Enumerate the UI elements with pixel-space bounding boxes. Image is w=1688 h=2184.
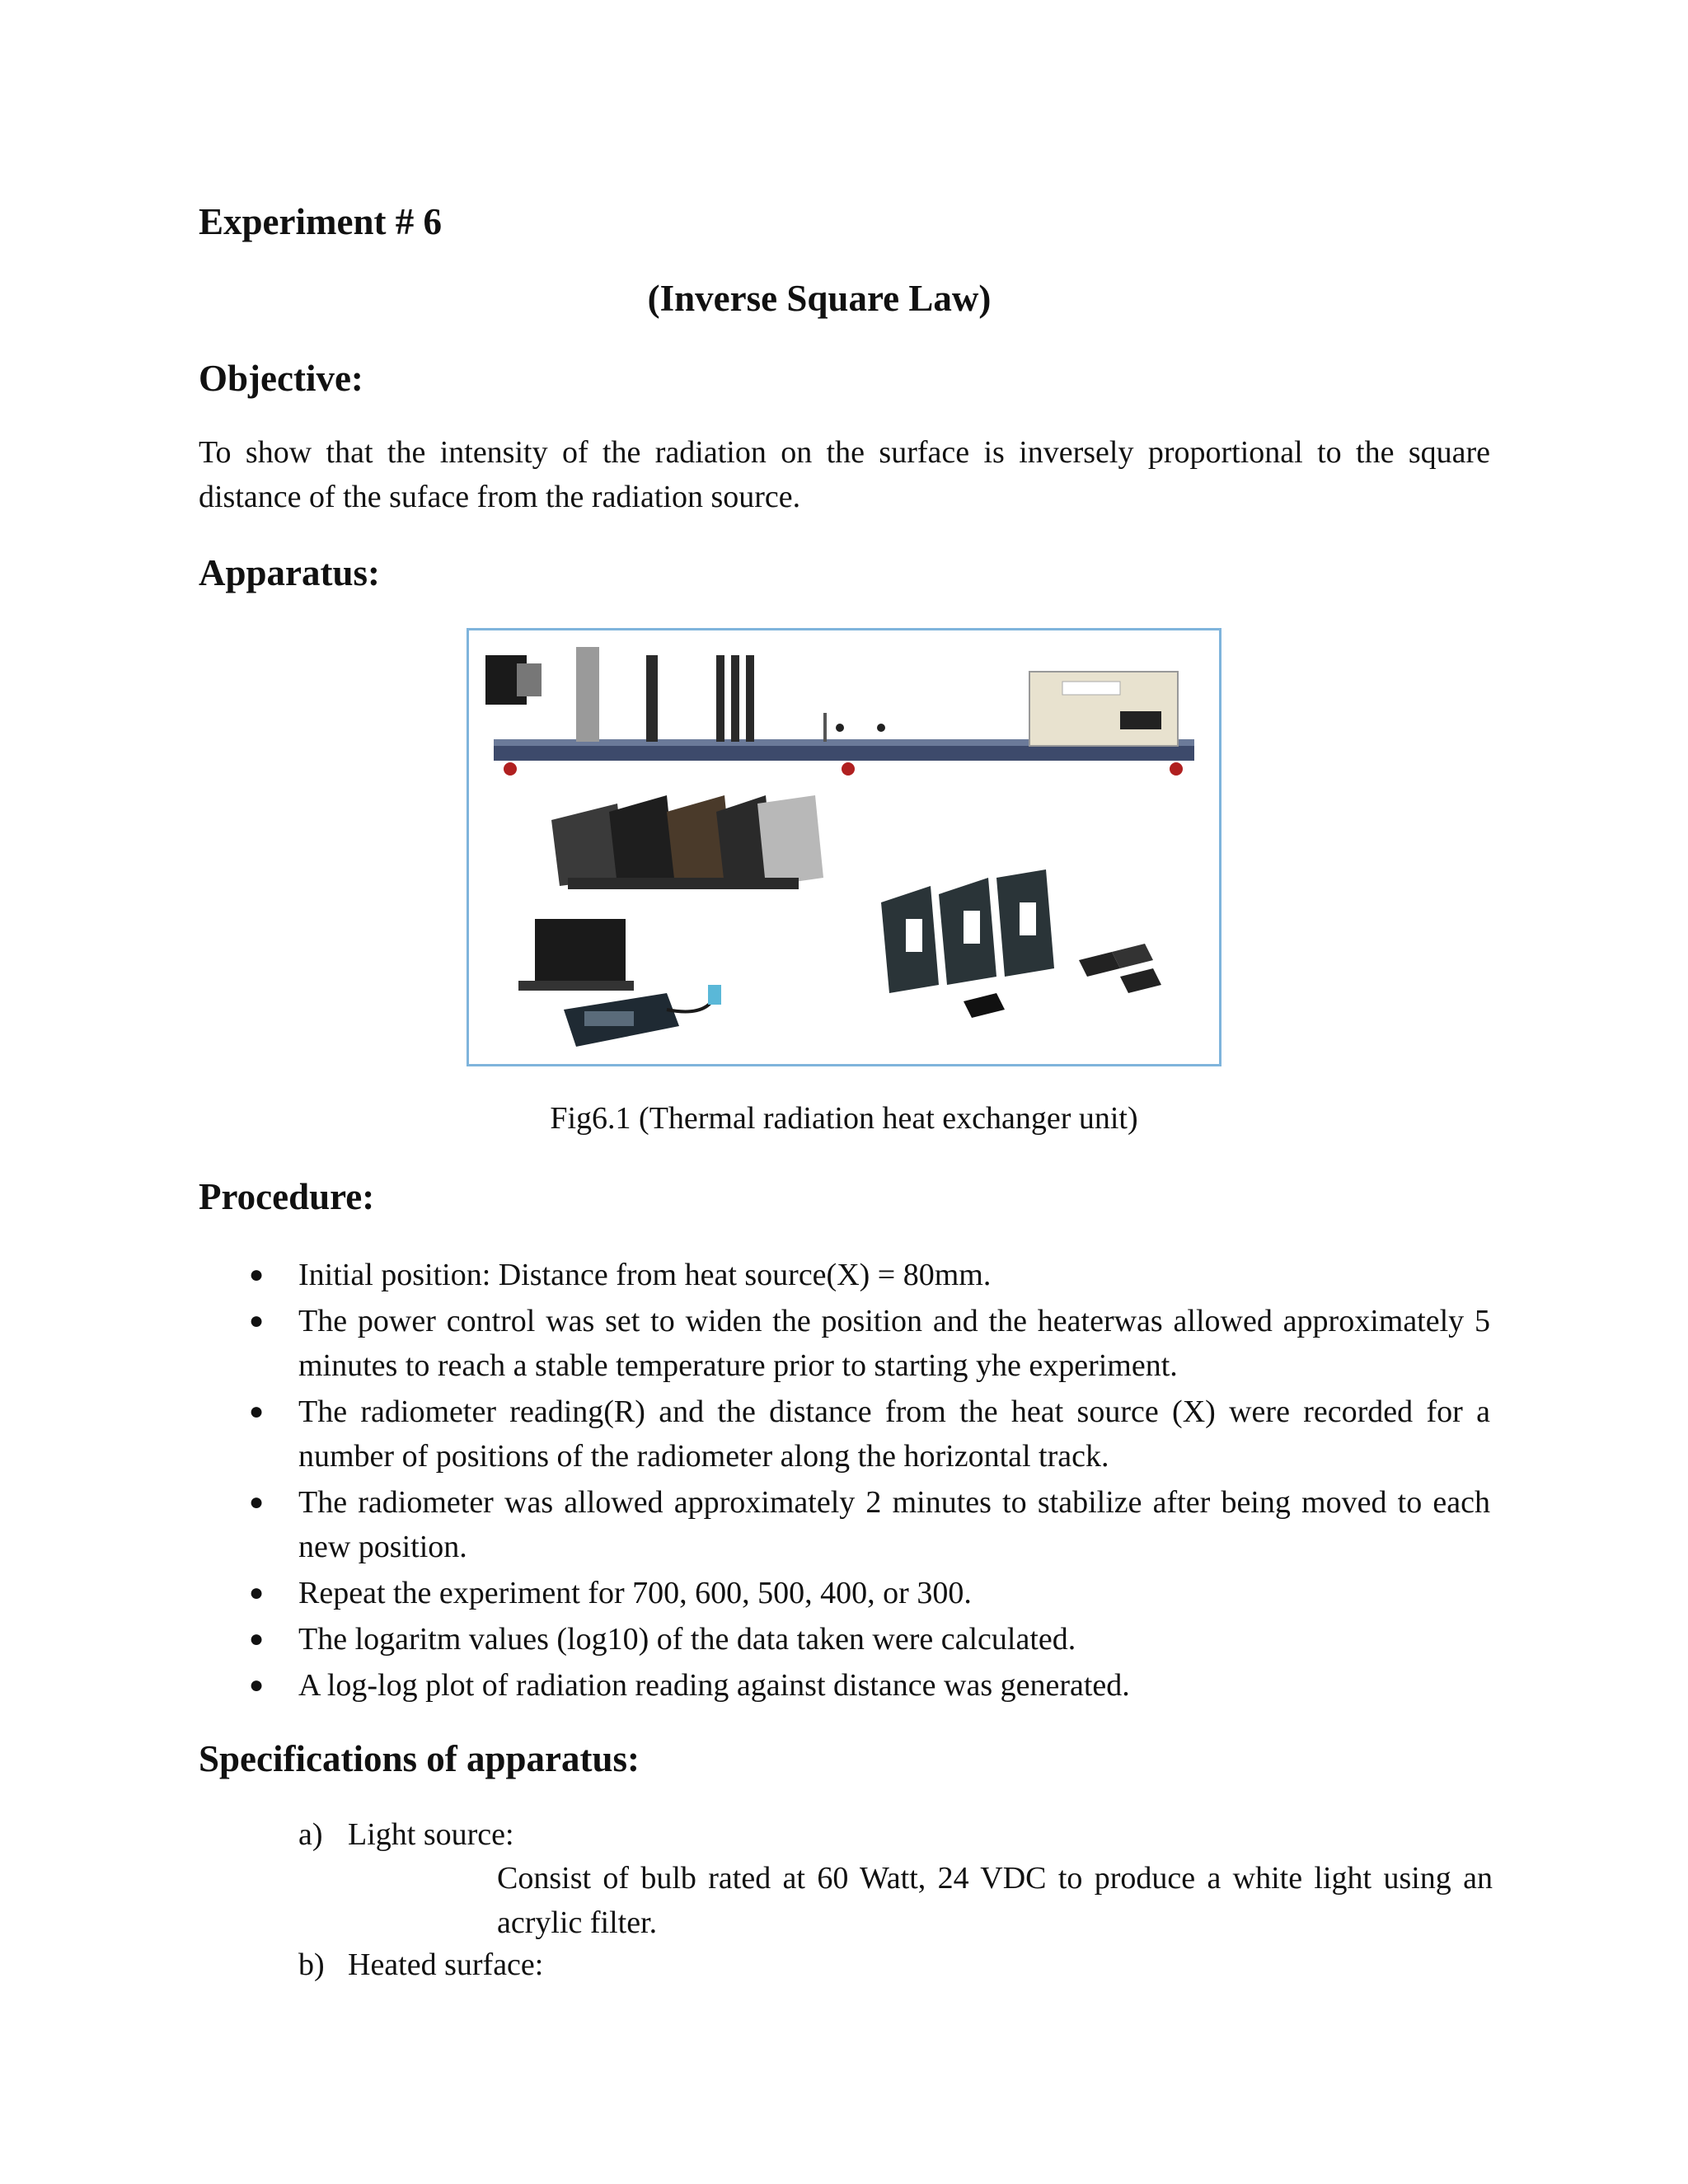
bullet-icon: ● — [249, 1398, 265, 1425]
bullet-icon: ● — [249, 1307, 265, 1334]
experiment-subtitle: (Inverse Square Law) — [647, 278, 992, 319]
apparatus-heading: Apparatus: — [199, 552, 381, 593]
procedure-item: ● The logaritm values (log10) of the data taken were calculated. — [199, 1617, 1490, 1661]
procedure-heading: Procedure: — [199, 1176, 375, 1217]
apparatus-illustration — [469, 630, 1219, 1064]
bullet-icon: ● — [249, 1488, 265, 1516]
spec-label: Light source: — [348, 1817, 514, 1852]
bullet-icon: ● — [249, 1579, 265, 1606]
bullet-icon: ● — [249, 1671, 265, 1699]
figure-caption: Fig6.1 (Thermal radiation heat exchanger unit) — [550, 1101, 1138, 1136]
procedure-item: ● Initial position: Distance from heat source(X) = 80mm. — [199, 1253, 1490, 1297]
spec-marker: b) — [298, 1947, 325, 1982]
procedure-item: ● The power control was set to widen the position and the heaterwas allowed approximately 5 minutes to reach a stable temperature prior to starting yhe experiment. — [199, 1299, 1490, 1388]
experiment-title: Experiment # 6 — [199, 201, 442, 242]
specifications-heading: Specifications of apparatus: — [199, 1738, 640, 1779]
spec-label: Heated surface: — [348, 1947, 544, 1982]
procedure-list — [199, 1253, 1490, 1709]
procedure-item: ● The radiometer was allowed approximately 2 minutes to stabilize after being moved to each new position. — [199, 1480, 1490, 1569]
spec-marker: a) — [298, 1817, 323, 1852]
procedure-item: ● The radiometer reading(R) and the distance from the heat source (X) were recorded for a number of positions of the radiometer along the horizontal track. — [199, 1390, 1490, 1479]
objective-heading: Objective: — [199, 358, 363, 399]
spec-description: Consist of bulb rated at 60 Watt, 24 VDC to produce a white light using an acrylic filter. — [497, 1861, 1493, 1940]
procedure-item: ● Repeat the experiment for 700, 600, 500, 400, or 300. — [199, 1571, 1490, 1615]
bullet-icon: ● — [249, 1625, 265, 1652]
apparatus-figure — [467, 628, 1221, 1066]
procedure-item: ● A log-log plot of radiation reading against distance was generated. — [199, 1663, 1490, 1708]
objective-text: To show that the intensity of the radiation on the surface is inversely proportional to the square distance of the suface from the radiation source. — [199, 435, 1490, 514]
bullet-icon: ● — [249, 1261, 265, 1288]
